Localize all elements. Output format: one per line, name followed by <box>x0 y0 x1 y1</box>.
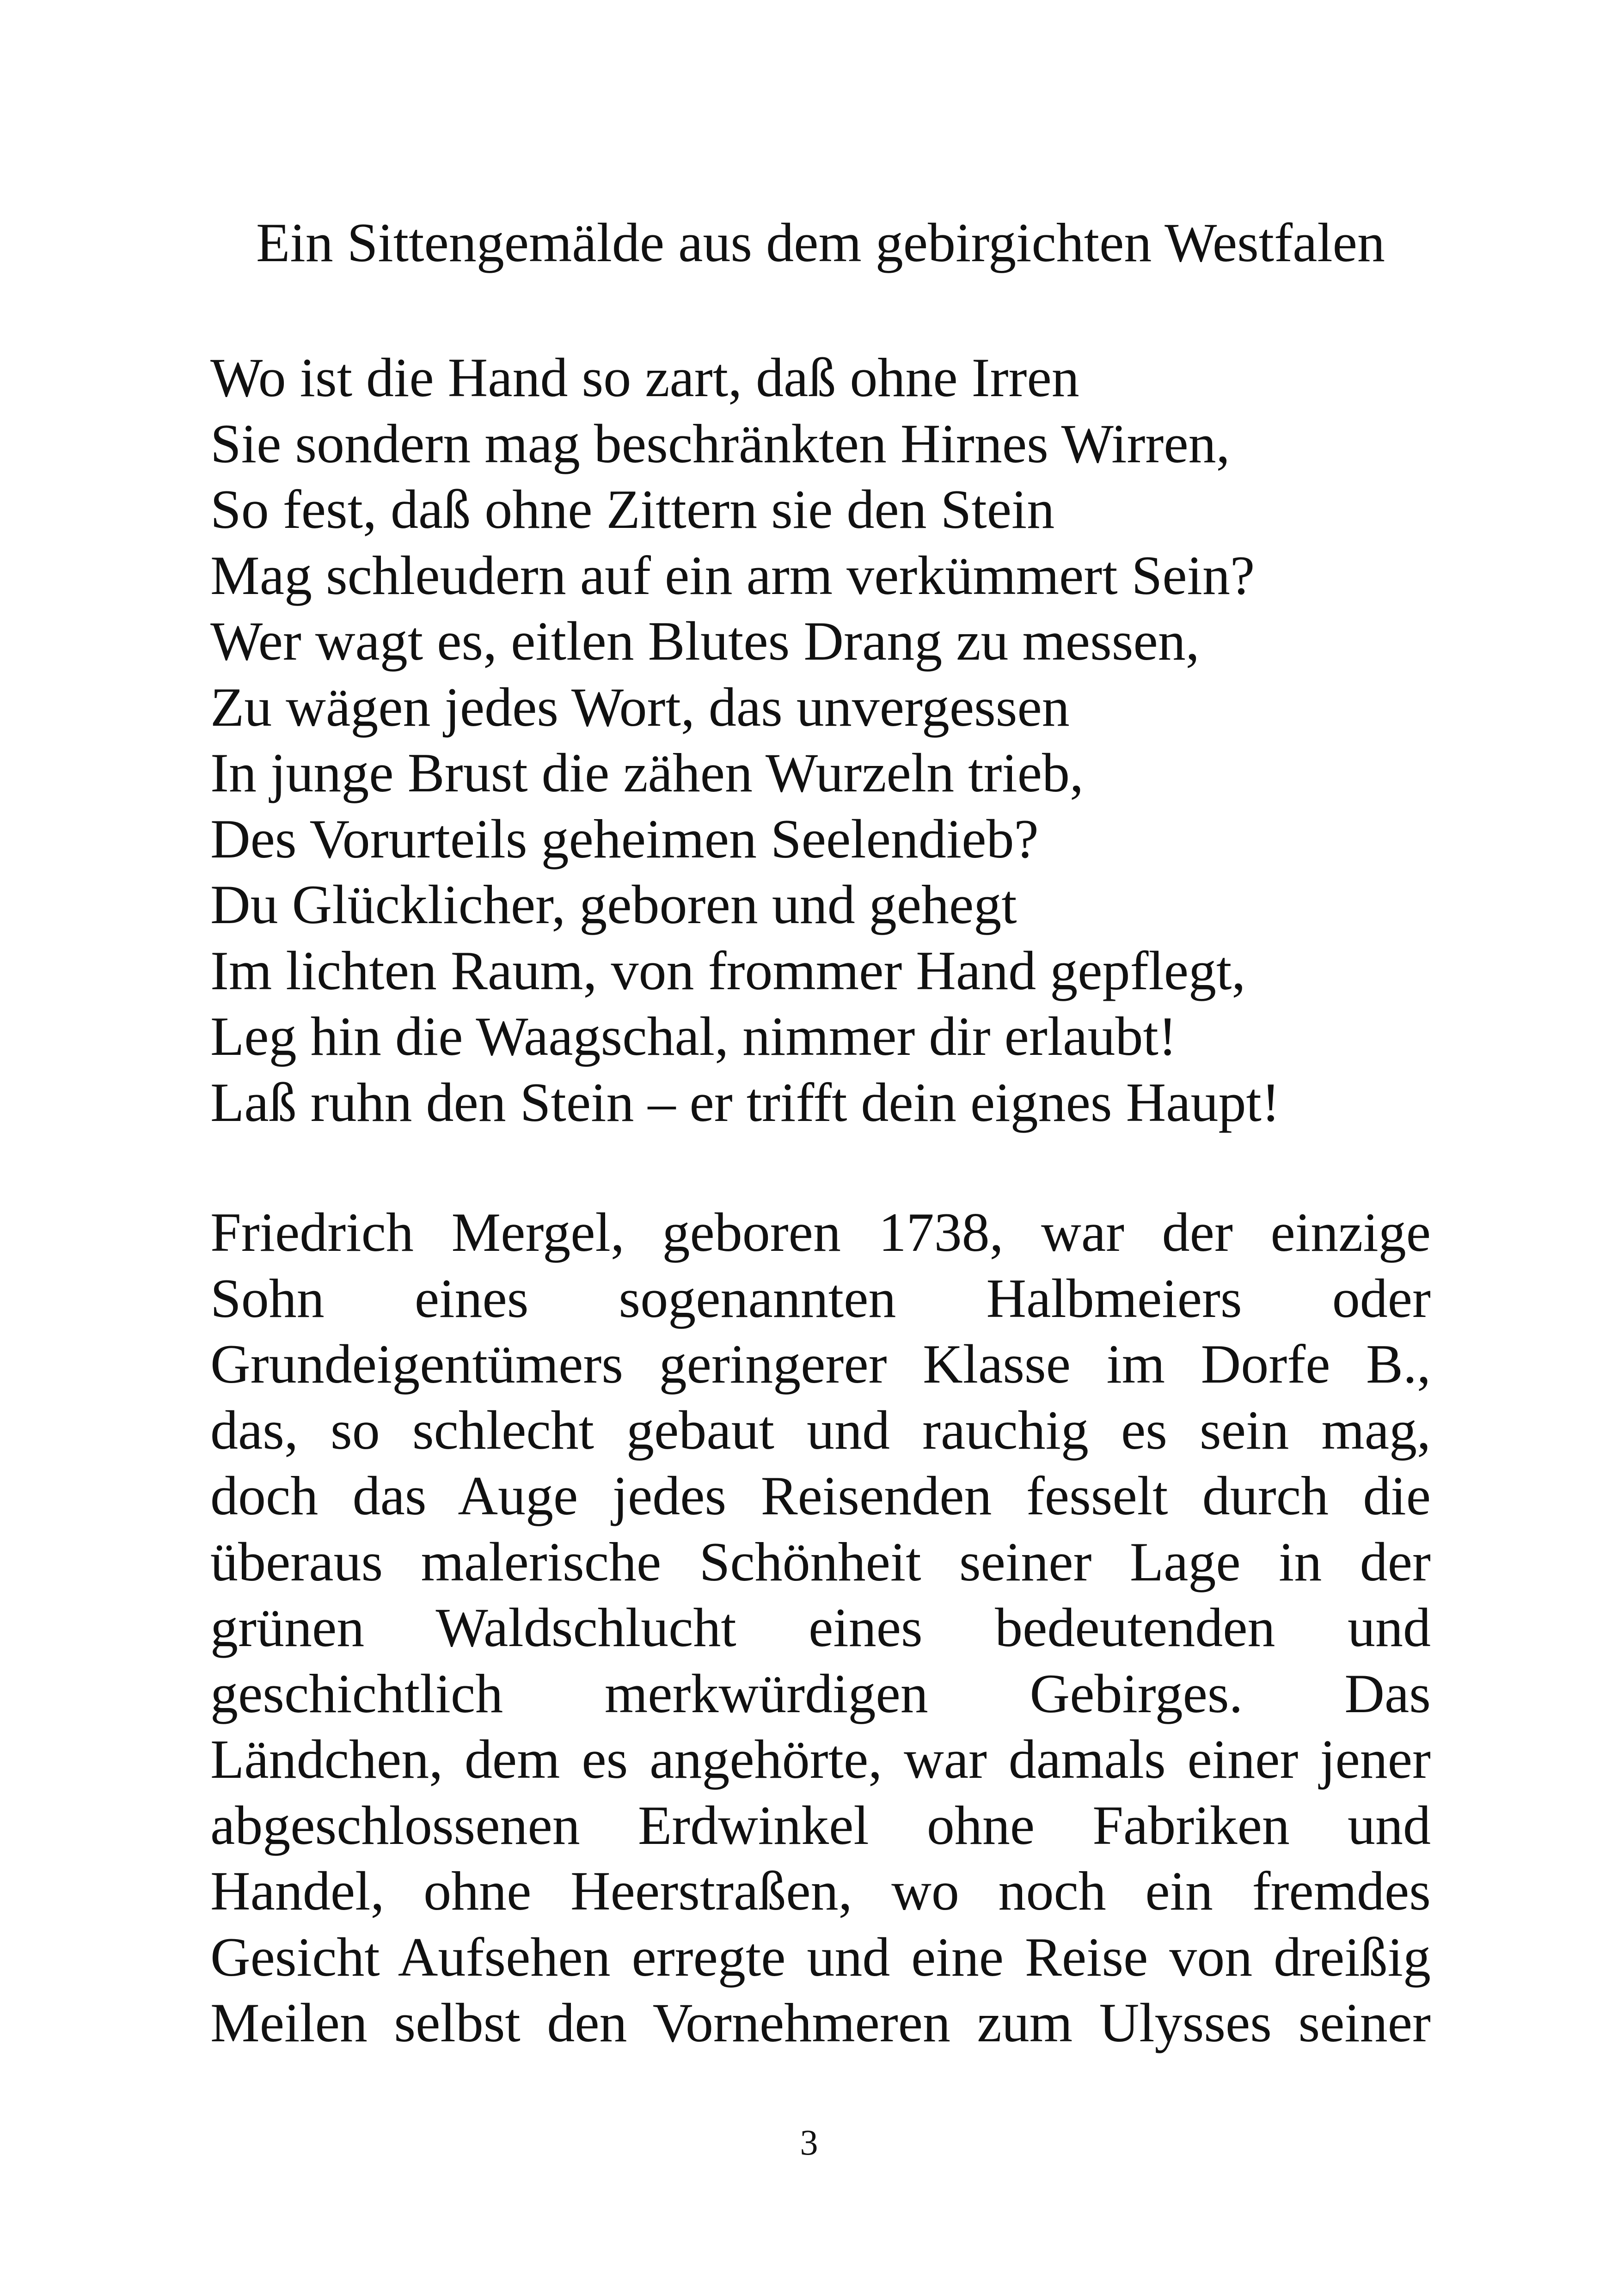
poem-line: Sie sondern mag beschränkten Hirnes Wirren, <box>210 412 1230 474</box>
page-number: 3 <box>800 2122 818 2162</box>
prose-line: Gesicht Aufsehen erregte und eine Reise von dreißig <box>210 1926 1431 1988</box>
poem-line: Du Glücklicher, geboren und gehegt <box>210 874 1017 935</box>
prose-line: Grundeigentümers geringerer Klasse im Dorfe B., <box>210 1333 1431 1395</box>
poem-line: Leg hin die Waagschal, nimmer dir erlaubt! <box>210 1005 1177 1067</box>
prose-line: grünen Waldschlucht eines bedeutenden und <box>210 1597 1431 1658</box>
prose-line: das, so schlecht gebaut und rauchig es sein mag, <box>210 1399 1431 1461</box>
prose-line: Sohn eines sogenannten Halbmeiers oder <box>210 1267 1431 1329</box>
subtitle: Ein Sittengemälde aus dem gebirgichten Westfalen <box>256 212 1385 273</box>
prose-line: geschichtlich merkwürdigen Gebirges. Das <box>210 1662 1431 1724</box>
prose-line: Friedrich Mergel, geboren 1738, war der einzige <box>210 1201 1431 1263</box>
prose-line: abgeschlossenen Erdwinkel ohne Fabriken und <box>210 1794 1431 1856</box>
prose-line: doch das Auge jedes Reisenden fesselt durch die <box>210 1465 1431 1526</box>
prose-paragraph <box>210 1200 1431 2056</box>
poem-line: Laß ruhn den Stein – er trifft dein eignes Haupt! <box>210 1071 1280 1133</box>
poem-stanza <box>210 345 1431 1135</box>
poem-line: Mag schleudern auf ein arm verkümmert Sein? <box>210 544 1255 606</box>
prose-line: Ländchen, dem es angehörte, war damals einer jener <box>210 1728 1431 1790</box>
prose-line: Meilen selbst den Vornehmeren zum Ulysses seiner <box>210 1992 1431 2053</box>
poem-line: Wer wagt es, eitlen Blutes Drang zu messen, <box>210 610 1200 672</box>
poem-line: Im lichten Raum, von frommer Hand gepflegt, <box>210 939 1246 1001</box>
poem-line: Zu wägen jedes Wort, das unvergessen <box>210 676 1070 738</box>
prose-line: Handel, ohne Heerstraßen, wo noch ein fremdes <box>210 1860 1431 1922</box>
poem-line: In junge Brust die zähen Wurzeln trieb, <box>210 742 1084 803</box>
poem-line: Wo ist die Hand so zart, daß ohne Irren <box>210 347 1079 408</box>
poem-line: So fest, daß ohne Zittern sie den Stein <box>210 478 1055 540</box>
prose-line: überaus malerische Schönheit seiner Lage in der <box>210 1531 1431 1592</box>
poem-line: Des Vorurteils geheimen Seelendieb? <box>210 808 1039 869</box>
